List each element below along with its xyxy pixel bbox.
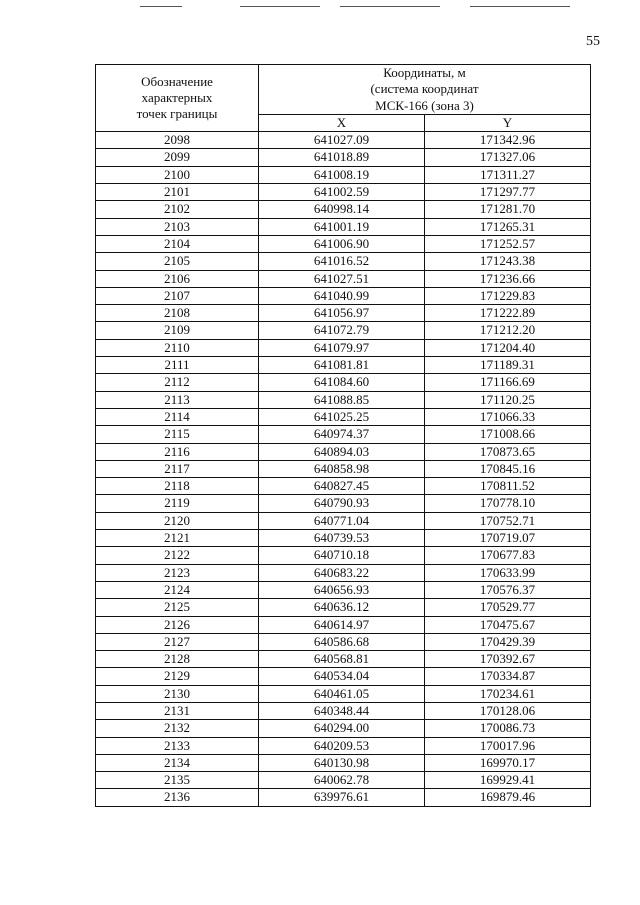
y-coordinate-cell: 171008.66 [425, 426, 591, 443]
x-coordinate-cell: 641006.90 [259, 235, 425, 252]
x-coordinate-cell: 641079.97 [259, 339, 425, 356]
y-coordinate-cell: 169879.46 [425, 789, 591, 806]
x-coordinate-cell: 641081.81 [259, 357, 425, 374]
y-coordinate-cell: 171297.77 [425, 184, 591, 201]
point-id-cell: 2118 [96, 478, 259, 495]
point-id-cell: 2129 [96, 668, 259, 685]
point-id-cell: 2113 [96, 391, 259, 408]
table-row [96, 668, 591, 685]
point-id-cell: 2131 [96, 702, 259, 719]
point-id-cell: 2103 [96, 218, 259, 235]
point-id-cell: 2135 [96, 772, 259, 789]
x-coordinate-cell: 640586.68 [259, 633, 425, 650]
x-coordinate-cell: 640348.44 [259, 702, 425, 719]
point-id-cell: 2126 [96, 616, 259, 633]
x-coordinate-cell: 640894.03 [259, 443, 425, 460]
y-coordinate-cell: 171229.83 [425, 287, 591, 304]
y-coordinate-cell: 170778.10 [425, 495, 591, 512]
x-coordinate-cell: 641027.51 [259, 270, 425, 287]
table-row [96, 651, 591, 668]
x-coordinate-cell: 641084.60 [259, 374, 425, 391]
point-id-cell: 2122 [96, 547, 259, 564]
y-coordinate-cell: 171204.40 [425, 339, 591, 356]
x-coordinate-cell: 640771.04 [259, 512, 425, 529]
point-id-cell: 2098 [96, 132, 259, 149]
y-coordinate-cell: 170633.99 [425, 564, 591, 581]
y-coordinate-cell: 171311.27 [425, 166, 591, 183]
y-coordinate-cell: 171120.25 [425, 391, 591, 408]
y-coordinate-cell: 169970.17 [425, 754, 591, 771]
y-coordinate-cell: 171252.57 [425, 235, 591, 252]
scan-artifact-marks [0, 4, 640, 10]
y-coordinate-cell: 170128.06 [425, 702, 591, 719]
x-coordinate-cell: 640998.14 [259, 201, 425, 218]
x-coordinate-cell: 641001.19 [259, 218, 425, 235]
x-coordinate-cell: 641018.89 [259, 149, 425, 166]
header-coords-line: МСК-166 (зона 3) [375, 97, 474, 113]
point-id-cell: 2127 [96, 633, 259, 650]
x-coordinate-cell: 640209.53 [259, 737, 425, 754]
y-coordinate-cell: 171281.70 [425, 201, 591, 218]
table-row [96, 547, 591, 564]
x-coordinate-cell: 641072.79 [259, 322, 425, 339]
x-coordinate-cell: 640568.81 [259, 651, 425, 668]
x-coordinate-cell: 639976.61 [259, 789, 425, 806]
point-id-cell: 2106 [96, 270, 259, 287]
header-coords-line: Координаты, м [383, 65, 466, 80]
point-id-cell: 2134 [96, 754, 259, 771]
header-x: X [259, 114, 425, 131]
table-row [96, 408, 591, 425]
point-id-cell: 2123 [96, 564, 259, 581]
x-coordinate-cell: 641008.19 [259, 166, 425, 183]
point-id-cell: 2110 [96, 339, 259, 356]
x-coordinate-cell: 641056.97 [259, 305, 425, 322]
y-coordinate-cell: 170017.96 [425, 737, 591, 754]
x-coordinate-cell: 640974.37 [259, 426, 425, 443]
table-row [96, 184, 591, 201]
y-coordinate-cell: 171236.66 [425, 270, 591, 287]
y-coordinate-cell: 171222.89 [425, 305, 591, 322]
x-coordinate-cell: 640461.05 [259, 685, 425, 702]
y-coordinate-cell: 170752.71 [425, 512, 591, 529]
y-coordinate-cell: 171066.33 [425, 408, 591, 425]
table-row [96, 253, 591, 270]
header-point-line: точек границы [136, 106, 218, 122]
y-coordinate-cell: 170811.52 [425, 478, 591, 495]
point-id-cell: 2102 [96, 201, 259, 218]
table-row [96, 322, 591, 339]
header-y: Y [425, 114, 591, 131]
table-row [96, 218, 591, 235]
y-coordinate-cell: 170719.07 [425, 530, 591, 547]
y-coordinate-cell: 171189.31 [425, 357, 591, 374]
table-row [96, 235, 591, 252]
point-id-cell: 2136 [96, 789, 259, 806]
point-id-cell: 2128 [96, 651, 259, 668]
x-coordinate-cell: 641027.09 [259, 132, 425, 149]
table-row [96, 685, 591, 702]
table-row [96, 512, 591, 529]
x-coordinate-cell: 640739.53 [259, 530, 425, 547]
point-id-cell: 2100 [96, 166, 259, 183]
point-id-cell: 2119 [96, 495, 259, 512]
header-point-line: характерных [141, 89, 213, 105]
table-row [96, 702, 591, 719]
x-coordinate-cell: 640827.45 [259, 478, 425, 495]
y-coordinate-cell: 170234.61 [425, 685, 591, 702]
y-coordinate-cell: 170845.16 [425, 460, 591, 477]
table-row [96, 495, 591, 512]
table-row [96, 460, 591, 477]
y-coordinate-cell: 171166.69 [425, 374, 591, 391]
y-coordinate-cell: 170576.37 [425, 581, 591, 598]
table-body [96, 132, 591, 807]
x-coordinate-cell: 641016.52 [259, 253, 425, 270]
x-coordinate-cell: 640710.18 [259, 547, 425, 564]
y-coordinate-cell: 170677.83 [425, 547, 591, 564]
table-row [96, 616, 591, 633]
table-row [96, 305, 591, 322]
x-coordinate-cell: 641088.85 [259, 391, 425, 408]
point-id-cell: 2112 [96, 374, 259, 391]
header-coordinates [259, 65, 591, 115]
point-id-cell: 2116 [96, 443, 259, 460]
point-id-cell: 2115 [96, 426, 259, 443]
y-coordinate-cell: 170392.67 [425, 651, 591, 668]
table-row [96, 772, 591, 789]
x-coordinate-cell: 641040.99 [259, 287, 425, 304]
table-row [96, 443, 591, 460]
x-coordinate-cell: 640130.98 [259, 754, 425, 771]
point-id-cell: 2109 [96, 322, 259, 339]
table-row [96, 754, 591, 771]
x-coordinate-cell: 641025.25 [259, 408, 425, 425]
header-point-designation [96, 65, 259, 132]
table-row [96, 633, 591, 650]
table-row [96, 720, 591, 737]
table-row [96, 132, 591, 149]
x-coordinate-cell: 640294.00 [259, 720, 425, 737]
point-id-cell: 2108 [96, 305, 259, 322]
y-coordinate-cell: 171265.31 [425, 218, 591, 235]
x-coordinate-cell: 641002.59 [259, 184, 425, 201]
x-coordinate-cell: 640683.22 [259, 564, 425, 581]
table-row [96, 357, 591, 374]
table-row [96, 599, 591, 616]
table-row [96, 201, 591, 218]
table-row [96, 374, 591, 391]
point-id-cell: 2101 [96, 184, 259, 201]
y-coordinate-cell: 171327.06 [425, 149, 591, 166]
point-id-cell: 2120 [96, 512, 259, 529]
table-row [96, 339, 591, 356]
x-coordinate-cell: 640790.93 [259, 495, 425, 512]
coordinates-table [95, 64, 591, 807]
header-coords-line: (система координат [370, 81, 479, 97]
y-coordinate-cell: 170873.65 [425, 443, 591, 460]
table-row [96, 391, 591, 408]
table-row [96, 287, 591, 304]
table-row [96, 426, 591, 443]
point-id-cell: 2104 [96, 235, 259, 252]
y-coordinate-cell: 171342.96 [425, 132, 591, 149]
table-row [96, 478, 591, 495]
y-coordinate-cell: 171243.38 [425, 253, 591, 270]
table-row [96, 737, 591, 754]
point-id-cell: 2132 [96, 720, 259, 737]
y-coordinate-cell: 170429.39 [425, 633, 591, 650]
table-row [96, 530, 591, 547]
point-id-cell: 2099 [96, 149, 259, 166]
x-coordinate-cell: 640656.93 [259, 581, 425, 598]
point-id-cell: 2111 [96, 357, 259, 374]
point-id-cell: 2114 [96, 408, 259, 425]
point-id-cell: 2130 [96, 685, 259, 702]
y-coordinate-cell: 170334.87 [425, 668, 591, 685]
y-coordinate-cell: 170086.73 [425, 720, 591, 737]
table-row [96, 149, 591, 166]
x-coordinate-cell: 640858.98 [259, 460, 425, 477]
table-row [96, 581, 591, 598]
page-number: 55 [586, 34, 600, 49]
x-coordinate-cell: 640062.78 [259, 772, 425, 789]
point-id-cell: 2124 [96, 581, 259, 598]
point-id-cell: 2121 [96, 530, 259, 547]
point-id-cell: 2117 [96, 460, 259, 477]
x-coordinate-cell: 640614.97 [259, 616, 425, 633]
x-coordinate-cell: 640636.12 [259, 599, 425, 616]
point-id-cell: 2133 [96, 737, 259, 754]
point-id-cell: 2125 [96, 599, 259, 616]
point-id-cell: 2105 [96, 253, 259, 270]
table-row [96, 166, 591, 183]
header-point-line: Обозначение [141, 73, 213, 89]
x-coordinate-cell: 640534.04 [259, 668, 425, 685]
point-id-cell: 2107 [96, 287, 259, 304]
table-row [96, 564, 591, 581]
table-row [96, 270, 591, 287]
y-coordinate-cell: 171212.20 [425, 322, 591, 339]
table-row [96, 789, 591, 806]
y-coordinate-cell: 170475.67 [425, 616, 591, 633]
y-coordinate-cell: 170529.77 [425, 599, 591, 616]
y-coordinate-cell: 169929.41 [425, 772, 591, 789]
